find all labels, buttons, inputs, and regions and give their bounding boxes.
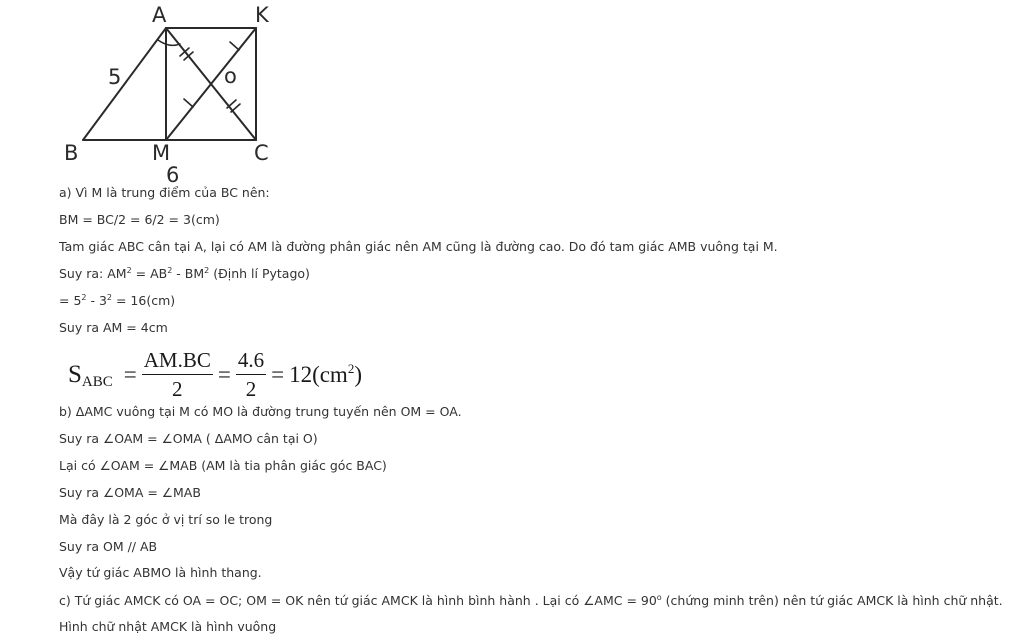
- text-line-a3: Tam giác ABC cân tại A, lại có AM là đường phân giác nên AM cũng là đường cao. Do đó tam giác AMB vuông tại M.: [59, 239, 778, 254]
- text-line-a5: = $5^2 - 3^2 = 16(cm)$: [59, 293, 176, 308]
- text-line-b3: Lại có ∠OAM = ∠MAB (AM là tia phân giác góc BAC): [59, 458, 387, 473]
- text-line-b7: Vậy tứ giác ABMO là hình thang.: [59, 565, 262, 580]
- text-line-a1: a) Vì M là trung điểm của BC nên:: [59, 185, 270, 200]
- label-m: M: [152, 141, 171, 165]
- text-line-b6: Suy ra OM // AB: [59, 539, 158, 554]
- area-formula: S ABC = $\frac{AM.BC}{2}$ = $\frac{4.6}{2}$ = $12(cm^2)$: [68, 348, 362, 401]
- text-line-b4: Suy ra ∠OMA = ∠MAB: [59, 485, 201, 500]
- label-a: A: [152, 3, 167, 27]
- label-b: B: [64, 141, 79, 165]
- text-line-c1: c) Tứ giác AMCK có OA = OC; OM = OK nên tứ giác AMCK là hình bình hành . Lại có ∠AMC = $90^o$ (chứng minh trên) nên tứ giác AMCK là hình chữ nhật.: [59, 593, 1003, 608]
- fraction-1: $\frac{AM.BC}{2}$: [143, 348, 211, 401]
- text-line-b2: Suy ra ∠OAM = ∠OMA ( ΔAMO cân tại O): [59, 431, 318, 446]
- text-line-c2: Hình chữ nhật AMCK là hình vuông: [59, 619, 277, 634]
- text-line-a2: BM = BC/2 = 6/2 = 3(cm): [59, 212, 220, 227]
- fraction-2: $\frac{4.6}{2}$: [237, 348, 265, 401]
- geometry-figure: [56, 0, 286, 185]
- text-line-b1: b) ΔAMC vuông tại M có MO là đường trung tuyến nên OM = OA.: [59, 404, 462, 419]
- formula-result: $12(cm^2)$: [289, 361, 362, 387]
- text-line-a6: Suy ra AM = 4cm: [59, 320, 168, 335]
- label-c: C: [254, 141, 269, 165]
- label-ab-length: 5: [108, 65, 122, 89]
- label-k: K: [255, 3, 269, 27]
- segment-ab: [83, 28, 166, 140]
- text-line-a4: Suy ra: $AM^2 = AB^2 - BM^2$ (Định lí Pytago): [59, 266, 310, 281]
- text-line-b5: Mà đây là 2 góc ở vị trí so le trong: [59, 512, 273, 527]
- label-bc-length: 6: [166, 163, 180, 185]
- label-o: o: [224, 64, 237, 88]
